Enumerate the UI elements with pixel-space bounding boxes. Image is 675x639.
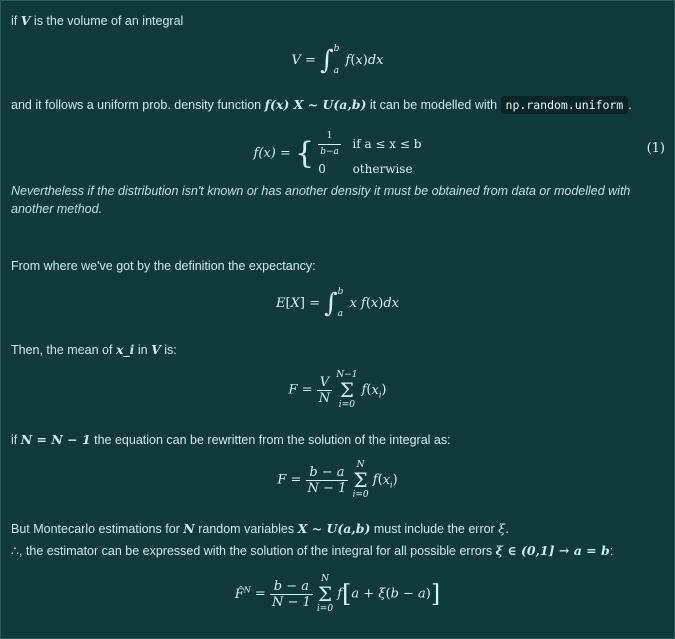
estimator-equation: F̂$^N$ = $\frac{b - a}{N - 1}$ N Σ i=0 f[a + ξ(b − a)]	[234, 574, 441, 614]
equation-number: (1)	[646, 141, 665, 156]
rewrite-text: if N = N − 1 the equation can be rewritten from the solution of the integral as:	[11, 432, 451, 447]
eq1-lhs: V	[291, 53, 301, 68]
expectancy-equation: E[X] = ∫b a x f(x)dx	[276, 287, 399, 319]
eq2-case1-condition: if a ≤ x ≤ b	[352, 137, 422, 151]
eq2-case2-value: 0	[318, 162, 326, 176]
uniform-pre: and it follows a uniform prob. density function	[11, 98, 265, 112]
volume-equation: V = ∫b a f(x)dx	[291, 44, 384, 76]
density-function: f(x) X ~ U(a,b)	[264, 97, 367, 112]
note-text: Nevertheless if the distribution isn't known or has another density it must be obtained from data or modelled with another method.	[11, 184, 631, 216]
rewritten-equation: F = $\frac{b - a}{N - 1}$ N Σ i=0 $f(x_i)$	[277, 460, 398, 500]
n-condition: N = N − 1	[20, 432, 91, 447]
xi-var: x_i	[115, 342, 135, 357]
intro-pre: if	[11, 14, 21, 28]
expectancy-text: From where we've got by the definition the expectancy:	[11, 259, 316, 273]
estimator-text: ∴, the estimator can be expressed with the solution of the integral for all possible errors ξ ∈ (0,1] → a = b:	[11, 543, 614, 558]
uniform-text	[11, 96, 632, 114]
code-snippet: np.random.uniform	[501, 96, 629, 114]
intro-post: is the volume of an integral	[30, 14, 184, 28]
intro-text	[11, 12, 183, 30]
eq2-case2-condition: otherwise	[352, 162, 413, 176]
eq1-integrand: f	[345, 53, 351, 68]
uniform-mid: it can be modelled with	[366, 98, 501, 112]
eq2-cases: $\frac{1}{b-a}$ if a ≤ x ≤ b 0 otherwise	[318, 131, 422, 176]
eq2-lhs: f(x) =	[253, 146, 291, 161]
integral-sign: ∫	[320, 45, 334, 76]
montecarlo-text: But Montecarlo estimations for N random variables X ~ U(a,b) must include the error ξ.	[11, 521, 510, 536]
volume-var: V	[20, 13, 31, 28]
mean-text: Then, the mean of x_i in V is:	[11, 342, 177, 357]
piecewise-equation: f(x) = { $\frac{1}{b-a}$ if a ≤ x ≤ b 0 otherwise	[253, 131, 422, 176]
mean-equation: F = $\frac{V}{N}$ N−1 Σ i=0 $f(x_i)$	[288, 370, 387, 410]
uniform-post: .	[628, 98, 632, 112]
xi-condition: ξ ∈ (0,1] → a = b	[495, 543, 610, 558]
